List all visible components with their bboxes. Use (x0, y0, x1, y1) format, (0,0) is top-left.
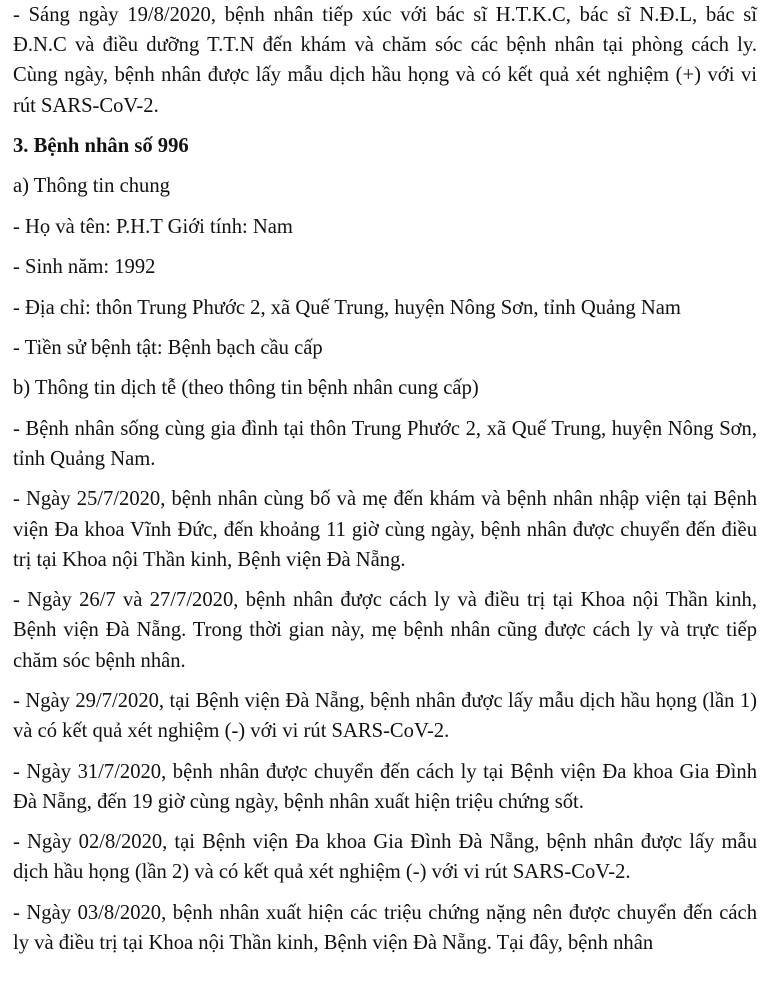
document-page (13, 0, 757, 958)
paragraph-26-27-7: - Ngày 26/7 và 27/7/2020, bệnh nhân được cách ly và điều trị tại Khoa nội Thần kinh, Bệnh viện Đà Nẵng. Trong thời gian này, mẹ bệnh nhân cũng được cách ly và trực tiếp chăm sóc bệnh nhân. (13, 589, 757, 672)
paragraph-birth-year: - Sinh năm: 1992 (13, 256, 156, 279)
paragraph-residence: - Bệnh nhân sống cùng gia đình tại thôn Trung Phước 2, xã Quế Trung, huyện Nông Sơn, tỉnh Quảng Nam. (13, 417, 757, 470)
paragraph-contact-19-8: - Sáng ngày 19/8/2020, bệnh nhân tiếp xúc với bác sĩ H.T.K.C, bác sĩ N.Đ.L, bác sĩ Đ.N.C và điều dưỡng T.T.N đến khám và chăm sóc các bệnh nhân tại phòng cách ly. Cùng ngày, bệnh nhân được lấy mẫu dịch hầu họng và có kết quả xét nghiệm (+) với vi rút SARS-CoV-2. (13, 4, 757, 117)
paragraph-name-gender: - Họ và tên: P.H.T Giới tính: Nam (13, 215, 293, 238)
paragraph-02-8: - Ngày 02/8/2020, tại Bệnh viện Đa khoa Gia Đình Đà Nẵng, bệnh nhân được lấy mẫu dịch hầu họng (lần 2) và có kết quả xét nghiệm (-) với vi rút SARS-CoV-2. (13, 831, 757, 884)
section-heading-patient-996: 3. Bệnh nhân số 996 (13, 135, 189, 157)
paragraph-25-7: - Ngày 25/7/2020, bệnh nhân cùng bố và mẹ đến khám và bệnh nhân nhập viện tại Bệnh viện Đa khoa Vĩnh Đức, đến khoảng 11 giờ cùng ngày, bệnh nhân được chuyển đến điều trị tại Khoa nội Thần kinh, Bệnh viện Đà Nẵng. (13, 488, 757, 571)
paragraph-03-8: - Ngày 03/8/2020, bệnh nhân xuất hiện các triệu chứng nặng nên được chuyển đến cách ly và điều trị tại Khoa nội Thần kinh, Bệnh viện Đà Nẵng. Tại đây, bệnh nhân (13, 901, 757, 954)
subheading-epidemiology: b) Thông tin dịch tễ (theo thông tin bệnh nhân cung cấp) (13, 377, 479, 400)
paragraph-address: - Địa chỉ: thôn Trung Phước 2, xã Quế Trung, huyện Nông Sơn, tỉnh Quảng Nam (13, 296, 681, 319)
paragraph-29-7: - Ngày 29/7/2020, tại Bệnh viện Đà Nẵng, bệnh nhân được lấy mẫu dịch hầu họng (lần 1) và có kết quả xét nghiệm (-) với vi rút SARS-CoV-2. (13, 689, 757, 743)
subheading-general-info: a) Thông tin chung (13, 175, 170, 198)
paragraph-medical-history: - Tiền sử bệnh tật: Bệnh bạch cầu cấp (13, 336, 323, 359)
paragraph-31-7: - Ngày 31/7/2020, bệnh nhân được chuyển đến cách ly tại Bệnh viện Đa khoa Gia Đình Đà Nẵng, đến 19 giờ cùng ngày, bệnh nhân xuất hiện triệu chứng sốt. (13, 760, 757, 813)
